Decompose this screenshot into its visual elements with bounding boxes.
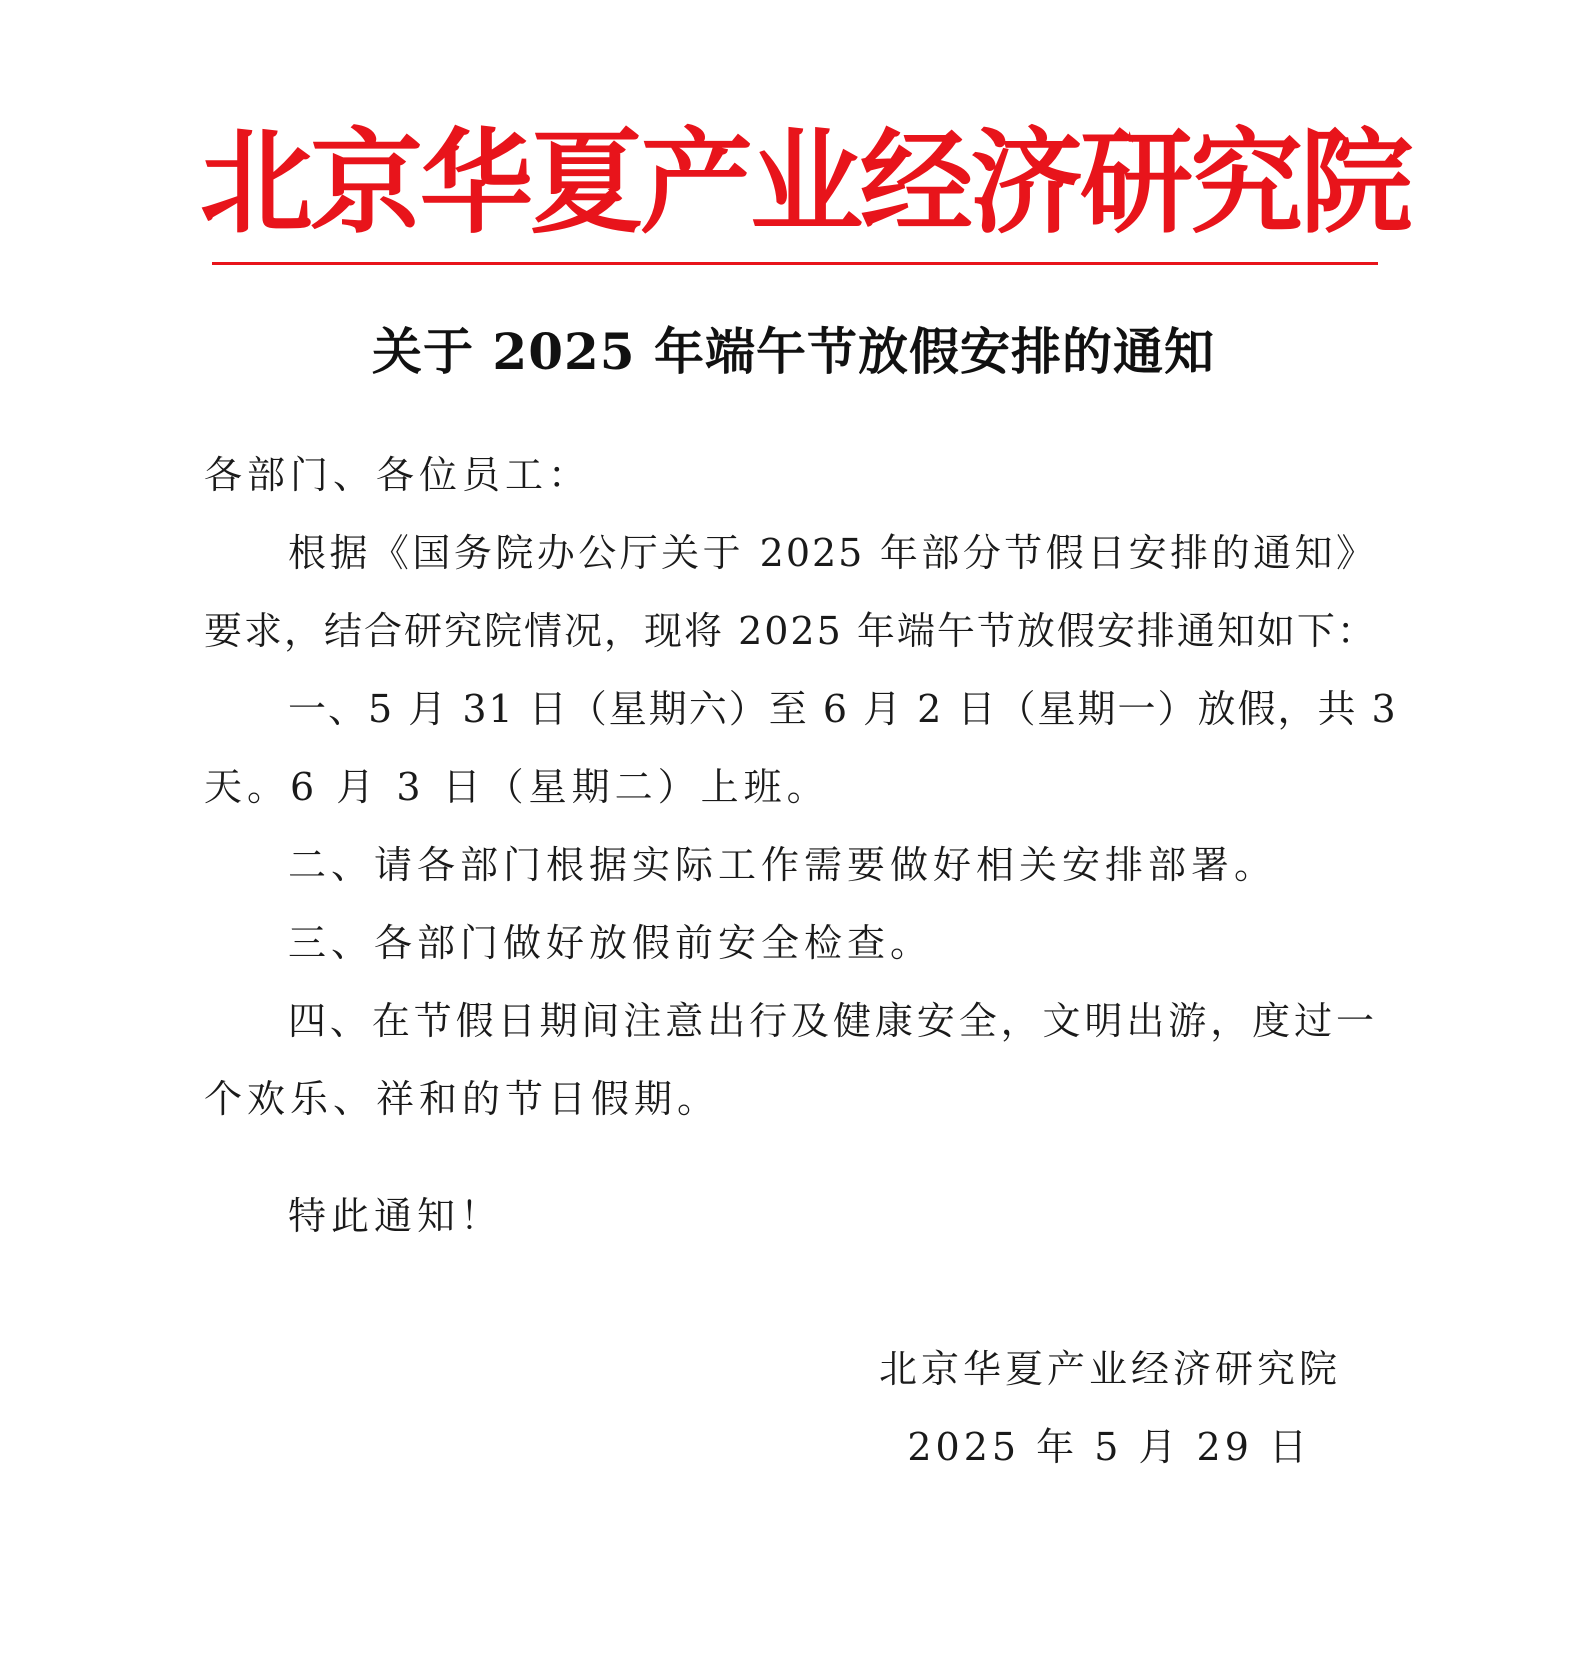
paragraph-line-5: 二、请各部门根据实际工作需要做好相关安排部署。 [288,843,1278,887]
paragraph-line-8: 个欢乐、祥和的节日假期。 [204,1077,721,1121]
notice-title: 关于 2025 年端午节放假安排的通知 [372,322,1215,381]
paragraph-line-3: 一、5 月 31 日（星期六）至 6 月 2 日（星期一）放假，共 3 [288,687,1398,731]
paragraph-line-4: 天。6 月 3 日（星期二）上班。 [204,765,830,809]
closing-line: 特此通知！ [288,1194,504,1238]
signature-date: 2025 年 5 月 29 日 [907,1425,1311,1469]
paragraph-line-2: 要求，结合研究院情况，现将 2025 年端午节放假安排通知如下： [204,609,1377,653]
paragraph-line-1: 根据《国务院办公厅关于 2025 年部分节假日安排的通知》 [288,531,1376,575]
paragraph-line-6: 三、各部门做好放假前安全检查。 [288,921,934,965]
organization-header: 北京华夏产业经济研究院 [200,117,1410,249]
salutation: 各部门、各位员工： [204,453,592,497]
paragraph-line-7: 四、在节假日期间注意出行及健康安全，文明出游，度过一 [288,999,1376,1043]
red-divider-line [212,262,1378,265]
signature-organization: 北京华夏产业经济研究院 [878,1347,1341,1391]
